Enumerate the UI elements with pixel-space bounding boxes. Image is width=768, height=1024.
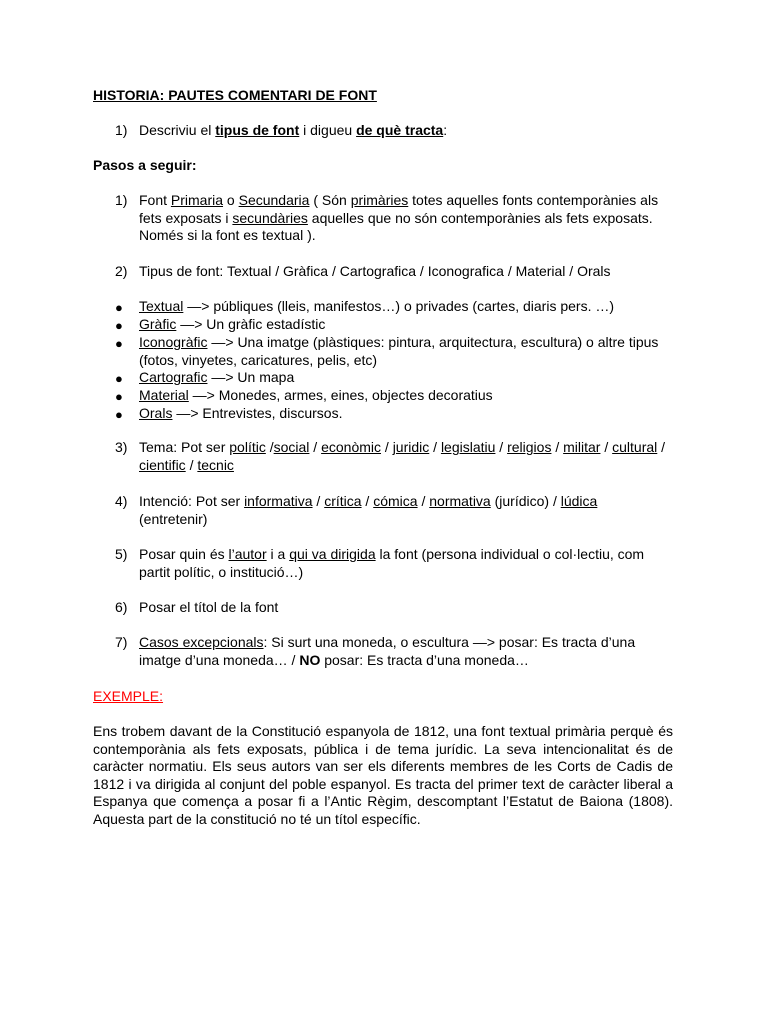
bullet-icon: ● [115, 407, 123, 422]
bullet-icon: ● [115, 336, 123, 351]
list-item-desc: —> Entrevistes, discursos. [172, 405, 343, 421]
bullet-icon: ● [115, 371, 123, 386]
list-item [139, 316, 669, 334]
step4-number: 4) [115, 493, 128, 509]
step7-number: 7) [115, 634, 128, 650]
list-item-desc: —> Un mapa [207, 369, 295, 385]
bullet-icon: ● [115, 318, 123, 333]
bullet-icon: ● [115, 300, 123, 315]
step6-number: 6) [115, 599, 128, 615]
step3-number: 3) [115, 439, 128, 455]
intro-text: Descriviu el tipus de font i digueu de què tracta: [139, 122, 448, 138]
step4-text: Intenció: Pot ser informativa / crítica / cómica / normativa (jurídico) / lúdica (entretenir) [139, 493, 598, 527]
step5-text: Posar quin és l’autor i a qui va dirigida la font (persona individual o col·lectiu, com partit polític, o institució…) [139, 546, 645, 580]
list-item [139, 387, 669, 405]
list-item-label: Cartografic [139, 369, 208, 385]
steps-heading: Pasos a seguir: [93, 157, 197, 173]
step2-text: Tipus de font: Textual / Gràfica / Cartografica / Iconografica / Material / Orals [139, 263, 611, 279]
document-title: HISTORIA: PAUTES COMENTARI DE FONT [93, 87, 377, 103]
list-item [139, 334, 669, 369]
step6-text: Posar el títol de la font [139, 599, 279, 615]
example-paragraph: Ens trobem davant de la Constitució espanyola de 1812, una font textual primària perquè és contemporània als fets exposats, pública i de tema jurídic. La seva intencionalitat és de caràcter normatiu. Els seus autors van ser els diferents membres de les Corts de Cadis de 1812 i va dirigida al conjunt del poble espanyol. Es tracta del primer text de caràcter liberal a Espanya que comença a posar fi a l’Antic Règim, descomptant l’Estatut de Baiona (1808). Aquesta part de la constitució no té un títol específic. [93, 723, 673, 827]
intro-number: 1) [115, 122, 128, 138]
bullet-icon: ● [115, 389, 123, 404]
step3-text: Tema: Pot ser polític /social / econòmic / juridic / legislatiu / religios / militar / cultural / cientific / tecnic [139, 439, 666, 473]
step1-number: 1) [115, 192, 128, 208]
list-item-label: Orals [139, 405, 173, 421]
list-item-desc: —> Un gràfic estadístic [176, 316, 326, 332]
list-item-label: Textual [139, 298, 184, 314]
step5-number: 5) [115, 546, 128, 562]
list-item-desc: —> públiques (lleis, manifestos…) o privades (cartes, diaris pers. …) [183, 298, 615, 314]
list-item-label: Gràfic [139, 316, 177, 332]
list-item [139, 298, 669, 316]
list-item-label: Iconogràfic [139, 334, 208, 350]
step1-text: Font Primaria o Secundaria ( Són primàries totes aquelles fonts contemporànies als fets exposats i secundàries aquelles que no són contemporànies als fets exposats. Només si la font es textual ). [139, 192, 659, 244]
example-heading: EXEMPLE: [93, 688, 164, 704]
list-item-desc: —> Una imatge (plàstiques: pintura, arquitectura, escultura) o altre tipus (fotos, vinyetes, caricatures, pelis, etc) [139, 334, 659, 368]
step7-text: Casos excepcionals: Si surt una moneda, o escultura —> posar: Es tracta d’una imatge d’una moneda… / NO posar: Es tracta d’una moneda… [139, 634, 636, 668]
list-item-label: Material [139, 387, 189, 403]
list-item-desc: —> Monedes, armes, eines, objectes decoratius [188, 387, 493, 403]
list-item [139, 405, 669, 423]
list-item [139, 369, 669, 387]
step2-number: 2) [115, 263, 128, 279]
